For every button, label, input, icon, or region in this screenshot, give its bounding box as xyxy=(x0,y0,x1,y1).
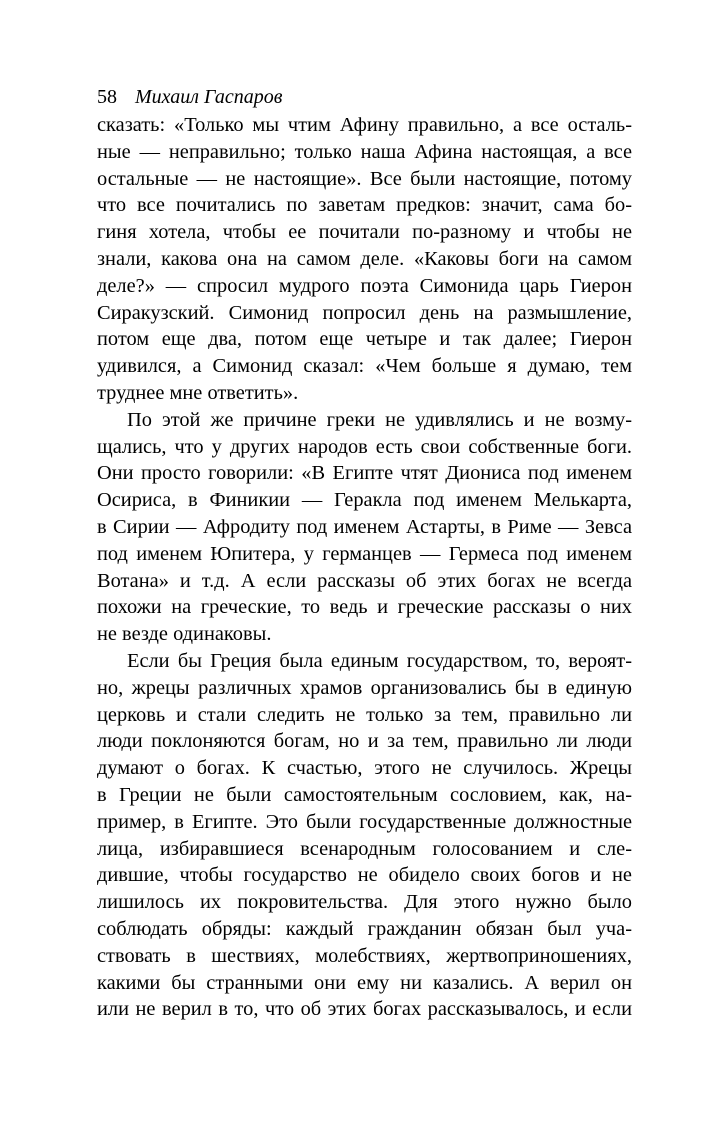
text-line: люди поклоняются богам, но и за тем, правильно ли люди xyxy=(97,730,632,753)
text-line: гиня хотела, чтобы ее почитали по-разному и чтобы не xyxy=(97,221,632,244)
text-line: что все почитались по заветам предков: значит, сама бо- xyxy=(97,194,632,217)
text-line: лишилось их покровительства. Для этого нужно было xyxy=(97,891,632,914)
body-text xyxy=(97,112,632,1023)
author-name: Михаил Гаспаров xyxy=(135,86,283,108)
paragraph-first-line: Если бы Греция была единым государством, то, вероят- xyxy=(127,649,632,672)
text-line: остальные — не настоящие». Все были настоящие, потому xyxy=(97,167,632,190)
text-line: или не верил в то, что об этих богах рассказывалось, и если xyxy=(97,998,632,1021)
text-line: деле?» — спросил мудрого поэта Симонида царь Гиерон xyxy=(97,274,632,297)
text-line: Вотана» и т.д. А если рассказы об этих богах не всегда xyxy=(97,569,632,592)
text-line: потом еще два, потом еще четыре и так далее; Гиерон xyxy=(97,328,632,351)
text-line: Осириса, в Финикии — Геракла под именем Мелькарта, xyxy=(97,489,632,512)
text-line: похожи на греческие, то ведь и греческие рассказы о них xyxy=(97,596,632,619)
running-header xyxy=(97,84,632,110)
text-line: Они просто говорили: «В Египте чтят Диониса под именем xyxy=(97,462,632,485)
text-line: Сиракузский. Симонид попросил день на размышление, xyxy=(97,301,632,324)
page-number: 58 xyxy=(97,86,117,108)
text-line: не везде одинаковы. xyxy=(97,623,272,646)
text-line: ные — неправильно; только наша Афина настоящая, а все xyxy=(97,140,632,163)
paragraph-first-line: По этой же причине греки не удивлялись и не возму- xyxy=(127,408,632,431)
text-line: знали, какова она на самом деле. «Каковы боги на самом xyxy=(97,247,632,270)
text-line: сказать: «Только мы чтим Афину правильно, а все осталь- xyxy=(97,114,632,136)
text-line: под именем Юпитера, у германцев — Гермеса под именем xyxy=(97,542,632,565)
text-line: удивился, а Симонид сказал: «Чем больше я думаю, тем xyxy=(97,355,632,378)
text-line: думают о богах. К счастью, этого не случилось. Жрецы xyxy=(97,757,632,780)
text-line: но, жрецы различных храмов организовались бы в единую xyxy=(97,676,632,699)
text-line: какими бы странными они ему ни казались. А верил он xyxy=(97,971,632,994)
book-page xyxy=(97,84,632,1023)
text-line: труднее мне ответить». xyxy=(97,381,299,404)
text-line: в Сирии — Афродиту под именем Астарты, в Риме — Зевса xyxy=(97,515,632,538)
text-line: щались, что у других народов есть свои собственные боги. xyxy=(97,435,632,458)
text-line: церковь и стали следить не только за тем, правильно ли xyxy=(97,703,632,726)
text-line: соблюдать обряды: каждый гражданин обязан был уча- xyxy=(97,917,632,940)
text-line: пример, в Египте. Это были государственные должностные xyxy=(97,810,632,833)
text-line: лица, избиравшиеся всенародным голосованием и сле- xyxy=(97,837,632,860)
text-line: ствовать в шествиях, молебствиях, жертвоприношениях, xyxy=(97,944,632,967)
text-line: дившие, чтобы государство не обидело своих богов и не xyxy=(97,864,632,887)
text-line: в Греции не были самостоятельным сословием, как, на- xyxy=(97,783,632,806)
